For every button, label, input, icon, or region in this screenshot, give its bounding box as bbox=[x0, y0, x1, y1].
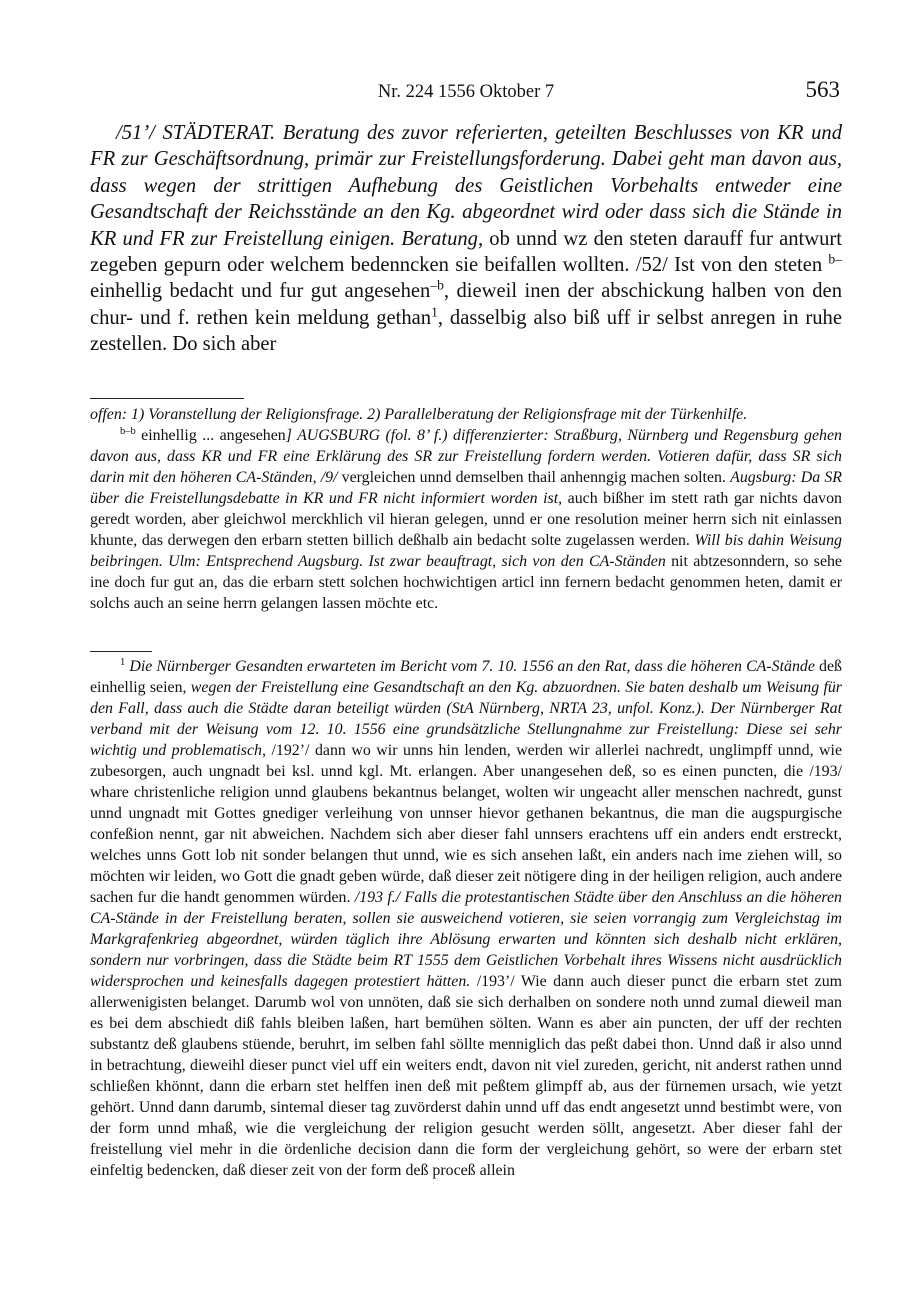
apparatus-quote: vergleichen unnd demselben thail anhenngig machen solten. bbox=[337, 469, 731, 486]
apparatus-note: Will bis dahin Weisung beibringen. Ulm: Entsprechend Augsburg. Ist zwar beauftragt, sich von den CA-Ständen bbox=[90, 532, 842, 570]
footnote-marker-b-close: –b bbox=[430, 277, 444, 293]
source-text: , dieweil inen der abschickung halben von den chur- und f. rethen kein meldung gethan bbox=[90, 280, 842, 329]
footnote-quote: deß einhellig seien, bbox=[90, 658, 842, 696]
footnote-1 bbox=[90, 656, 842, 1181]
apparatus-marker: b–b bbox=[120, 426, 136, 438]
page-number: 563 bbox=[805, 77, 840, 102]
critical-apparatus bbox=[90, 404, 842, 614]
apparatus-quote: nit abtzesonndern, so sehe ine doch fur gut an, das die erbarn stett solchen hochwichtigen articl inn fernern bedacht genommen heten, damit er solchs auch an seine herrn gelangen lassen möchte etc. bbox=[90, 553, 842, 612]
source-text: ob unnd wz den steten darauff fur antwurt zegeben gepurn oder welchem bedenncken sie beifallen wollten. /52/ Ist von den steten bbox=[90, 227, 842, 277]
footnote-marker-1: 1 bbox=[431, 304, 438, 320]
footnote-note: /193 f./ Falls die protestantischen Städte über den Anschluss an die höheren CA-Stände in der Freistellung beraten, sollen sie ausweichend votieren, sie seien vorrangig zum Vergleichstag im Markgrafenkrieg abgeordnet, würden täglich ihre Ablösung erwarten und könnten sich deshalb nicht erklären, sondern nur vorbringen, dass die Städte beim RT 1555 dem Geistlichen Vorbehalt ihres Wissens nicht ausdrücklich widersprochen und keinesfalls dagegen protestiert hätten. bbox=[90, 889, 842, 990]
source-text: einhellig bedacht und fur gut angesehen bbox=[90, 280, 431, 303]
running-title: Nr. 224 1556 Oktober 7 bbox=[377, 82, 555, 102]
footnote-divider-notes bbox=[90, 651, 152, 652]
apparatus-quote: auch bißher im stett rath gar nichts davon geredt worden, aber gleichwol merckhlich vil hieran gelegen, unnd er one resolution meiner herrn sich nit einlassen khunte, das derwegen den erbarn stetten billich deßhalb ain bedacht solte zugelassen werden. bbox=[90, 490, 842, 549]
apparatus-note: ] AUGSBURG (fol. 8’ f.) differenzierter: Straßburg, Nürnberg und Regensburg gehen davon aus, dass KR und FR eine Erklärung des SR zur Freistellung fordern werden. Votieren dafür, dass SR sich darin mit den höheren CA-Ständen, /9/ bbox=[90, 427, 842, 486]
footnote-divider-apparatus bbox=[90, 398, 244, 399]
source-text: , dasselbig also biß uff ir selbst anregen in ruhe zestellen. Do sich aber bbox=[90, 306, 842, 356]
footnote-quote: /193’/ Wie dann auch dieser punct die erbarn stet zum allerwenigisten belanget. Darumb wol von unnöten, daß sie sich derhalben on sondere noth unnd zumal dieweil man es bei dem abschiedt diß fahls bleiben laßen, hart bemühen sölten. Wann es aber ain puncten, der uff der rechten substantz deß glaubens stüende, beruhrt, im selben fahl söllte menniglich das peßt dabei thon. Unnd daß ir also unnd in betrachtung, dieweihl dieser punct viel uff ein weiters endt, davon nit viel zureden, gericht, nit anderst rathen unnd schließen khönnt, dann die erbarn stet helffen inen deß mit peßtem glimpff ab, aus der fürnemen ursach, wie yetzt gehört. Unnd dann darumb, sintemal dieser tag zuvörderst dahin unnd uff das endt angesetzt unnd bestimbt were, von der form unnd mhaß, wie die vergleichung der religion gesucht werden söllt, angesetzt. Aber dieser fahl der freistellung viel mehr in die ördenliche decision dann die form der vergleichung gehört, so were der erbarn stet einfeltig bedencken, daß dieser zeit von der form deß proceß allein bbox=[90, 973, 843, 1179]
footnote-note: Die Nürnberger Gesandten erwarteten im Bericht vom 7. 10. 1556 an den Rat, dass die höheren CA-Stände bbox=[125, 658, 815, 675]
apparatus-continuation: offen: 1) Voranstellung der Religionsfrage. 2) Parallelberatung der Religionsfrage mit der Türkenhilfe. bbox=[90, 406, 748, 423]
editorial-summary: /51’/ STÄDTERAT. Beratung des zuvor referierten, geteilten Beschlusses von KR und FR zur Geschäftsordnung, primär zur Freistellungsforderung. Dabei geht man davon aus, dass wegen der strittigen Aufhebung des Geistlichen Vorbehalts entweder eine Gesandtschaft der Reichsstände an den Kg. abgeordnet wird oder dass sich die Stände in KR und FR zur Freistellung einigen. Beratung, bbox=[90, 122, 842, 250]
apparatus-lemma: einhellig ... angesehen bbox=[135, 427, 286, 444]
footnote-number: 1 bbox=[120, 657, 126, 669]
footnote-quote: /192’/ dann wo wir unns hin lenden, werden wir allerlei nachredt, unglimpff unnd, wie zubesorgen, auch ungnadt bei ksl. unnd kgl. Mt. erlangen. Aber unangesehen deß, so es einen puncten, die /193/ whare christenliche religion unnd glaubens bekantnus belanget, wolten wir ungeacht aller menschen nachredt, gunst unnd ungnadt mit Gottes gnediger verleihung von unnser hievor gethanen bekantnus, die man die augspurgische confeßion nennt, gar nit abweichen. Nachdem sich aber dieser fahl unnsers erachtens uff ein anders endt erstreckt, welches unns Gott lob nit sonder belangen thut unnd, wie es sich ansehen laßt, ein anders nach ime ziehen will, so möchten wir leiden, wo Gott die gnadt geben würde, daß dieser zeit nötigere ding in der heiligen religion, auch andere sachen fur die handt genommen würden. bbox=[90, 742, 843, 906]
footnote-note: wegen der Freistellung eine Gesandtschaft an den Kg. abzuordnen. Sie baten deshalb um Weisung für den Fall, dass auch die Städte daran beteiligt würden (StA Nürnberg, NRTA 23, unfol. Konz.). Der Nürnberger Rat verband mit der Weisung vom 12. 10. 1556 eine grundsätzliche Stellungnahme zur Freistellung: Diese sei sehr wichtig und problematisch, bbox=[90, 679, 842, 759]
apparatus-note: Augsburg: Da SR über die Freistellungsdebatte in KR und FR nicht informiert worden ist, bbox=[90, 469, 842, 507]
running-head bbox=[90, 76, 842, 110]
footnote-marker-b-open: b– bbox=[828, 251, 842, 267]
main-text-paragraph bbox=[90, 120, 842, 358]
